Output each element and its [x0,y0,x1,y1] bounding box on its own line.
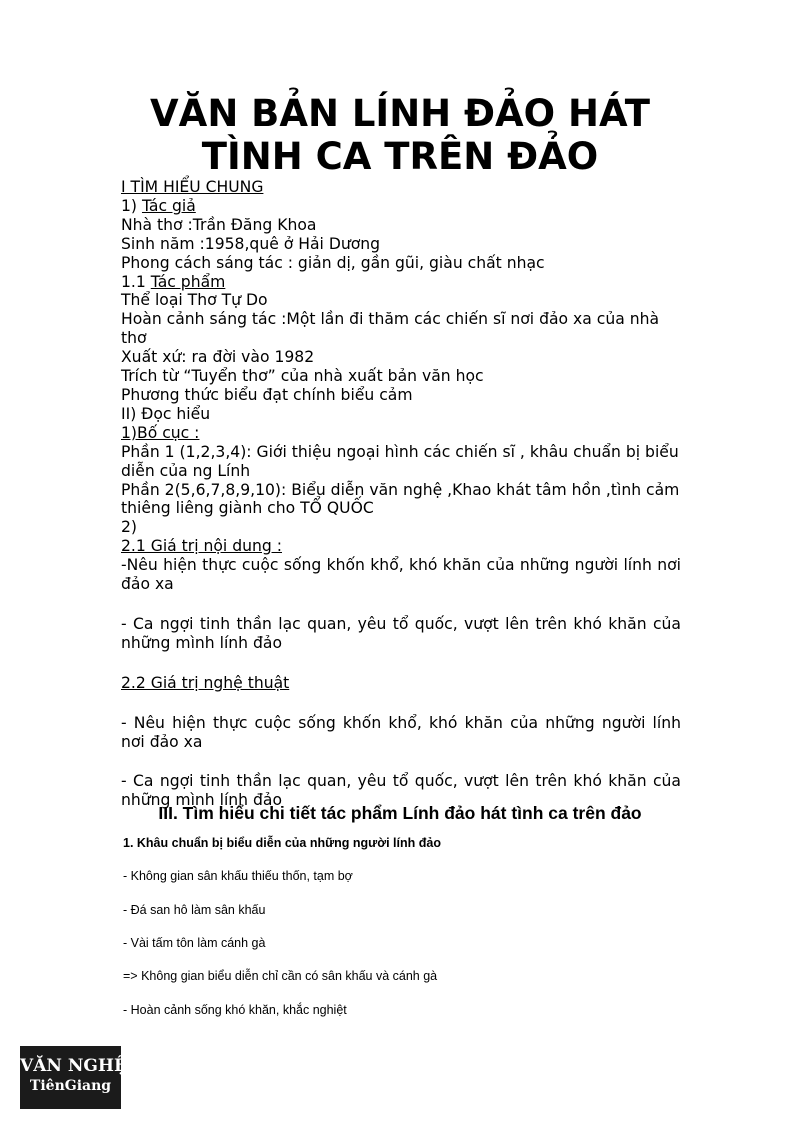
mode-line: Phương thức biểu đạt chính biểu cảm [121,385,413,404]
section3-subheading: 1. Khâu chuẩn bị biểu diễn của những người lính đảo [123,836,441,850]
list-item: - Vài tấm tôn làm cánh gà [123,936,266,950]
art-paragraph-1: - Nêu hiện thực cuộc sống khốn khổ, khó khăn của những người lính nơi đảo xa [121,713,681,751]
context-paragraph: Hoàn cảnh sáng tác :Một lần đi thăm các chiến sĩ nơi đảo xa của nhà thơ [121,310,660,348]
document-body [121,178,681,810]
author-style: Phong cách sáng tác : giản dị, gần gũi, giàu chất nhạc [121,253,545,272]
item2-line: 2) [121,518,138,537]
layout-heading: 1)Bố cục : [121,423,200,442]
content-paragraph-2: - Ca ngợi tinh thần lạc quan, yêu tổ quốc, vượt lên trên khó khăn của những mình lính đảo [121,614,681,652]
spacer [121,751,681,772]
logo-line-1: VĂN NGHỆ [20,1056,127,1076]
list-item: - Hoàn cảnh sống khó khăn, khắc nghiệt [123,1003,347,1017]
genre-line: Thể loại Thơ Tự Do [121,291,268,310]
author-heading-number: 1) [121,196,142,215]
section3-heading: III. Tìm hiểu chi tiết tác phẩm Lính đảo hát tình ca trên đảo [158,803,642,823]
section1-heading: I TÌM HIỂU CHUNG [121,178,264,196]
work-heading-text: Tác phẩm [150,272,226,291]
list-item: - Không gian sân khấu thiếu thốn, tạm bợ [123,869,353,883]
content-paragraph-1: -Nêu hiện thực cuộc sống khốn khổ, khó khăn của những người lính nơi đảo xa [121,556,681,594]
author-birth: Sinh năm :1958,quê ở Hải Dương [121,234,381,253]
title-line-1: VĂN BẢN LÍNH ĐẢO HÁT [150,92,650,135]
title-line-2: TÌNH CA TRÊN ĐẢO [201,135,599,178]
spacer [121,653,681,674]
part1-paragraph: Phần 1 (1,2,3,4): Giới thiệu ngoại hình các chiến sĩ , khâu chuẩn bị biểu diễn của ng Lính [121,442,679,480]
list-item: - Đá san hô làm sân khấu [123,903,266,917]
publisher-logo [20,1046,127,1109]
logo-line-2: TiênGiang [29,1078,112,1094]
document-title [0,92,800,178]
author-heading [121,197,681,216]
work-heading [121,273,681,292]
spacer [121,594,681,615]
section2-heading: II) Đọc hiểu [121,404,211,423]
content-heading: 2.1 Giá trị nội dung : [121,537,282,556]
part2-paragraph: Phần 2(5,6,7,8,9,10): Biểu diễn văn nghệ ,Khao khát tâm hồn ,tình cảm thiêng liêng giành cho TỔ QUỐC [121,480,680,518]
author-heading-text: Tác giả [141,196,196,215]
author-name: Nhà thơ :Trần Đăng Khoa [121,215,317,234]
spacer [121,693,681,714]
list-item: => Không gian biểu diễn chỉ cần có sân khấu và cánh gà [123,969,438,983]
excerpt-line: Trích từ “Tuyển thơ” của nhà xuất bản văn học [121,367,484,386]
art-paragraph-2: - Ca ngợi tinh thần lạc quan, yêu tổ quốc, vượt lên trên khó khăn của những mình lính đảo [121,772,681,810]
origin-line: Xuất xứ: ra đời vào 1982 [121,348,315,367]
art-heading: 2.2 Giá trị nghệ thuật [121,673,290,692]
work-heading-number: 1.1 [121,272,151,291]
